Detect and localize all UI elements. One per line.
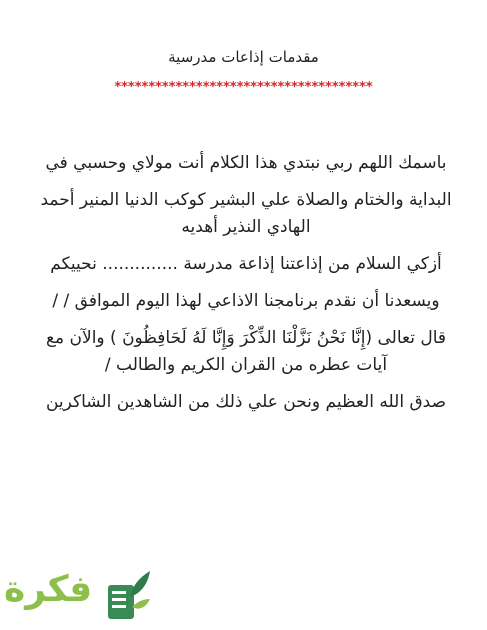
paragraph-greeting: أزكي السلام من إذاعتنا إذاعة مدرسة .............. نحييكم: [50, 254, 442, 274]
paragraph-closing: صدق الله العظيم ونحن علي ذلك من الشاهدين الشاكرين: [45, 392, 447, 412]
paragraph-date: ويسعدنا أن نقدم برنامجنا الاذاعي لهذا اليوم الموافق / /: [52, 291, 440, 311]
book-leaf-icon: [100, 567, 152, 623]
separator-line: **************************************: [114, 80, 373, 95]
document-body: [40, 150, 452, 426]
site-logo: [4, 565, 154, 625]
logo-text: فكرة: [4, 569, 93, 610]
paragraph-salutation: البداية والختام والصلاة علي البشير كوكب الدنيا المنير أحمد الهادي النذير أهديه: [40, 190, 452, 237]
page-title: مقدمات إذاعات مدرسية: [168, 48, 319, 66]
paragraph-quran: قال تعالى (إِنَّا نَحْنُ نَزَّلْنَا الذِّكْرَ وَإِنَّا لَهُ لَحَافِظُونَ ) والآن مع آيات عطره من القران الكريم والطالب /: [45, 328, 447, 375]
paragraph-opening: باسمك اللهم ربي نبتدي هذا الكلام أنت مولاي وحسبي في: [45, 153, 447, 173]
